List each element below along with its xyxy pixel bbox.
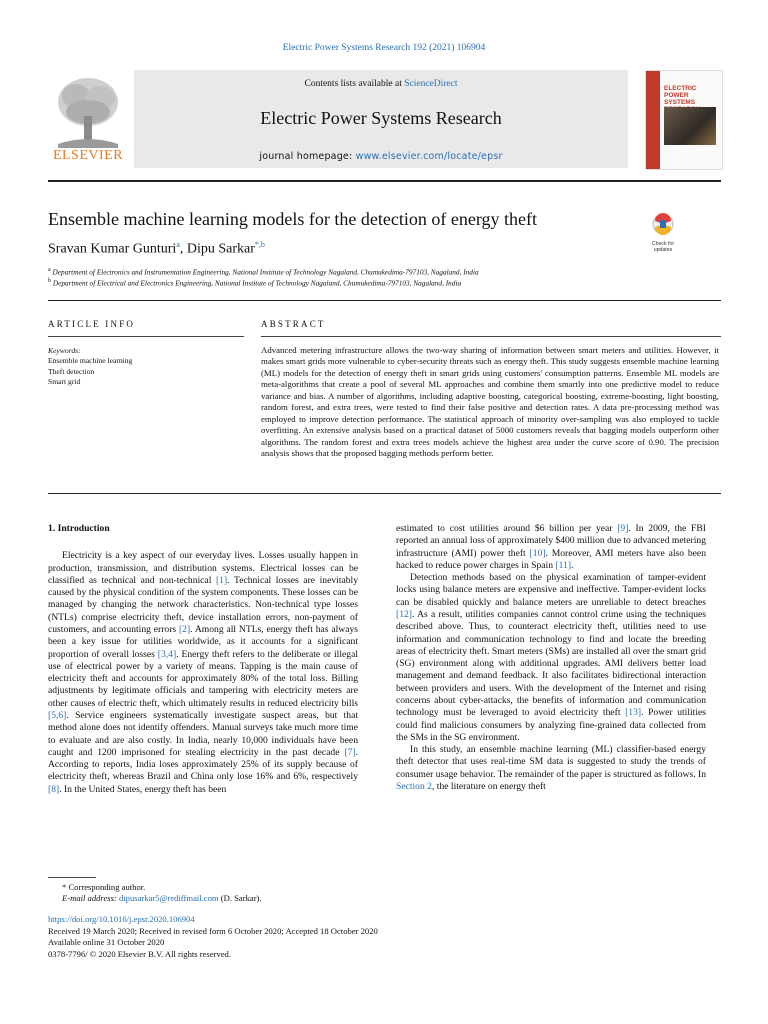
abstract-heading: ABSTRACT [261, 319, 326, 329]
footnote-rule [48, 877, 96, 878]
reference-link[interactable]: [2] [178, 623, 191, 635]
available-online-date: Available online 31 October 2020 [48, 937, 165, 948]
reference-link[interactable]: [8] [48, 783, 60, 795]
author-gunturi[interactable]: Sravan Kumar Gunturi [48, 241, 177, 257]
text-run: , the literature on energy theft [431, 780, 546, 792]
reference-link[interactable]: [1] [215, 574, 228, 586]
article-title: Ensemble machine learning models for the detection of energy theft [48, 209, 537, 229]
received-dates: Received 19 March 2020; Received in revised form 6 October 2020; Accepted 18 October 2020 [48, 925, 378, 936]
elsevier-wordmark: ELSEVIER [52, 148, 124, 163]
abstract-bottom-rule [48, 493, 721, 494]
reference-link[interactable]: [12] [396, 608, 412, 620]
reference-link[interactable]: [9] [617, 523, 629, 534]
text-run: . Service engineers systematically investigate suspect areas, but that method alone does not identify offenders. Manual surveys take much more time to evaluate and are also costly. In India, nearly 10,000 individuals have been caught and 1200 imprisoned for stealing electricity in the past decade [48, 709, 358, 758]
section-link[interactable]: Section 2 [396, 780, 432, 792]
reference-link[interactable]: [7] [344, 746, 356, 758]
text-run: . According to reports, India loses approximately 25% of its supply because of electricity theft, whereas Brazil and China only lose 16% and 6%, respectively [48, 746, 358, 783]
text-run: Electricity is a key aspect of our everyday lives. Losses usually happen in production, transmission, and distribution systems. Electrical losses can be classified as technical and non-technical [48, 550, 358, 586]
author-list [48, 240, 265, 258]
cover-title-line-1: ELECTRIC POWER [664, 85, 697, 99]
author-separator: , [179, 241, 187, 257]
text-run: . Energy theft refers to the deliberate or illegal use of electrical power by a variety of means. Tapping is the main cause of electricity theft and accounts for approximately 80% of the total loss. Billing adjustments by legitimate officials and tampering with electricity meters are other causes of electric theft, which ultimately results in reduced electricity bills [48, 648, 358, 709]
text-run: . Power utilities could find malicious consumers by analyzing fine-grained data collected from the SMs in the SG environment. [396, 707, 706, 743]
cover-title-line-2: SYSTEMS [664, 99, 696, 106]
article-metadata [48, 914, 378, 960]
check-for-updates-badge[interactable] [645, 212, 681, 253]
text-run: . In 2009, the FBI reported an annual loss of approximately $400 million due to advanced metering infrastructure (AMI) power theft [396, 523, 706, 559]
journal-homepage-line [134, 151, 628, 162]
journal-citation[interactable]: Electric Power Systems Research 192 (2021) 106904 [282, 43, 486, 53]
author-sarkar[interactable]: Dipu Sarkar [186, 241, 255, 257]
abstract-text: Advanced metering infrastructure allows the two-way sharing of information between smart meters and utilities. However, it makes smart grids more vulnerable to cyber-security threats such as energy theft. This study suggests ensemble machine learning (ML) models for the detection of energy theft in smart grids using customers' consumption patterns. Ensemble ML models are meta-algorithms that create a pool of several ML approaches and combine them smartly into one predictive model to reduce variance and bias. A number of algorithms, including adaptive boosting, categorical boosting, extreme-boosting, light boosting, random forest, and extra trees, were tested to find their false positive and detection rates. A data pre-processing method was employed to improve detection performance. The statistical approach of minority over-sampling was also employed to tackle overfitting. An extensive analysis based on a practical dataset of 5000 customers reveals that bagging models outperform other algorithms. The random forest and extra trees models achieve the highest area under the curve score of 0.90. The precision analysis shows that the proposed bagging methods perform better. [261, 345, 719, 459]
contents-prefix: Contents lists available at [304, 79, 405, 89]
footnote-block [48, 882, 262, 905]
email-note [48, 893, 262, 904]
doi-link[interactable]: https://doi.org/10.1016/j.epsr.2020.106904 [48, 914, 195, 924]
check-for-updates-label [645, 241, 681, 253]
sciencedirect-link[interactable]: ScienceDirect [404, 79, 458, 89]
body-left-column [48, 523, 358, 796]
reference-link[interactable]: [11] [555, 559, 572, 571]
text-run: estimated to cost utilities around $6 billion per year [396, 523, 618, 534]
check-for-updates-icon [645, 212, 681, 236]
reference-link[interactable]: [10] [529, 547, 546, 559]
journal-homepage-link[interactable]: www.elsevier.com/locate/epsr [355, 151, 503, 162]
corresponding-author-note: * Corresponding author. [62, 882, 146, 892]
author2-affil-mark[interactable]: *,b [254, 240, 265, 249]
affiliation-b-text: Department of Electrical and Electronics Engineering, National Institute of Technology Nagaland, Chumukedima-797103, Nagaland, India [52, 278, 462, 288]
keyword-item[interactable]: Ensemble machine learning [48, 356, 133, 366]
text-run: In this study, an ensemble machine learning (ML) classifier-based energy theft detector that uses real-time SM data is suggested to study the trends of consumer usage behavior. The remainder of the paper is structured as follows. In [396, 744, 706, 780]
journal-title: Electric Power Systems Research [260, 108, 502, 128]
check-updates-line-1: Check for [651, 241, 675, 247]
affiliations-bottom-rule [48, 300, 721, 301]
cover-image [664, 107, 716, 145]
text-run: Detection methods based on the physical examination of tamper-evident locks using balance meters are expensive and ineffective. Tamper-evident locks can be disabled quickly and balance meters are unreliable to detect breaches [396, 572, 706, 608]
body-right-column [396, 523, 706, 793]
text-run: . Among all NTLs, energy theft has always been a key issue for utilities worldwide, as it accounts for a significant proportion of overall losses [48, 623, 358, 660]
text-run: . Moreover, AMI meters have also been hacked to reduce power charges in Spain [396, 547, 706, 571]
email-link[interactable]: dipusarkar5@rediffmail.com [118, 893, 219, 904]
keywords-label: Keywords: [48, 346, 81, 355]
author1-affil-mark[interactable]: a [176, 240, 180, 249]
header-bottom-rule [48, 180, 721, 182]
article-info-heading: ARTICLE INFO [48, 319, 136, 329]
intro-paragraph-1-cont [396, 523, 706, 572]
section-heading-introduction: 1. Introduction [48, 523, 110, 534]
reference-link[interactable]: [3,4] [157, 648, 177, 660]
journal-cover-thumbnail[interactable] [645, 70, 723, 170]
abstract-rule [261, 336, 721, 337]
homepage-prefix: journal homepage: [259, 151, 356, 162]
cover-spine [646, 71, 660, 169]
email-label: E-mail address: [62, 893, 119, 904]
text-run: . [571, 559, 574, 571]
affiliation-a [48, 267, 479, 276]
contents-available-line [134, 79, 628, 89]
keyword-item[interactable]: Theft detection [48, 366, 95, 376]
text-run: . Technical losses are inevitably caused by the physical condition of the system components. These losses can be managed by changing the network characteristics. Non-technical type losses (NTLs) comprise electricity theft, device installation errors, non-payment of customers, and accounting errors [48, 574, 358, 635]
affiliation-b [48, 278, 461, 287]
copyright-line: 0378-7796/ © 2020 Elsevier B.V. All rights reserved. [48, 948, 231, 959]
check-updates-line-2: updates [653, 247, 673, 253]
keywords-block [48, 346, 132, 388]
article-info-rule [48, 336, 244, 337]
affiliation-b-mark: b [48, 278, 52, 284]
text-run: . As a result, utilities companies cannot control crime using the techniques described above. Thus, to counteract electricity theft, utilities need to use information and communication technology to find and locate the breeding areas of electricity theft. Smart meters (SMs) are installed all over the smart grid (SG) environment along with additional upgrades. AMI delivers better load management and demand feedback. It also facilitates bidirectional interaction between providers and users. With the development of the Internet and rising concerns about cyber-attacks, the benefits of information and communication technology must be leveraged to avoid electricity theft [396, 608, 706, 719]
email-suffix: (D. Sarkar). [218, 893, 262, 904]
affiliation-a-text: Department of Electronics and Instrumentation Engineering, National Institute of Technology Nagaland, Chumukedima-797103, Nagaland, India [52, 267, 479, 277]
reference-link[interactable]: [5,6] [48, 709, 67, 721]
reference-link[interactable]: [13] [625, 707, 642, 719]
intro-paragraph-1 [48, 550, 358, 796]
intro-paragraph-2 [396, 572, 706, 744]
text-run: . In the United States, energy theft has been [59, 783, 227, 795]
keyword-item[interactable]: Smart grid [48, 377, 81, 387]
affiliation-a-mark: a [48, 267, 51, 273]
intro-paragraph-3 [396, 744, 706, 793]
